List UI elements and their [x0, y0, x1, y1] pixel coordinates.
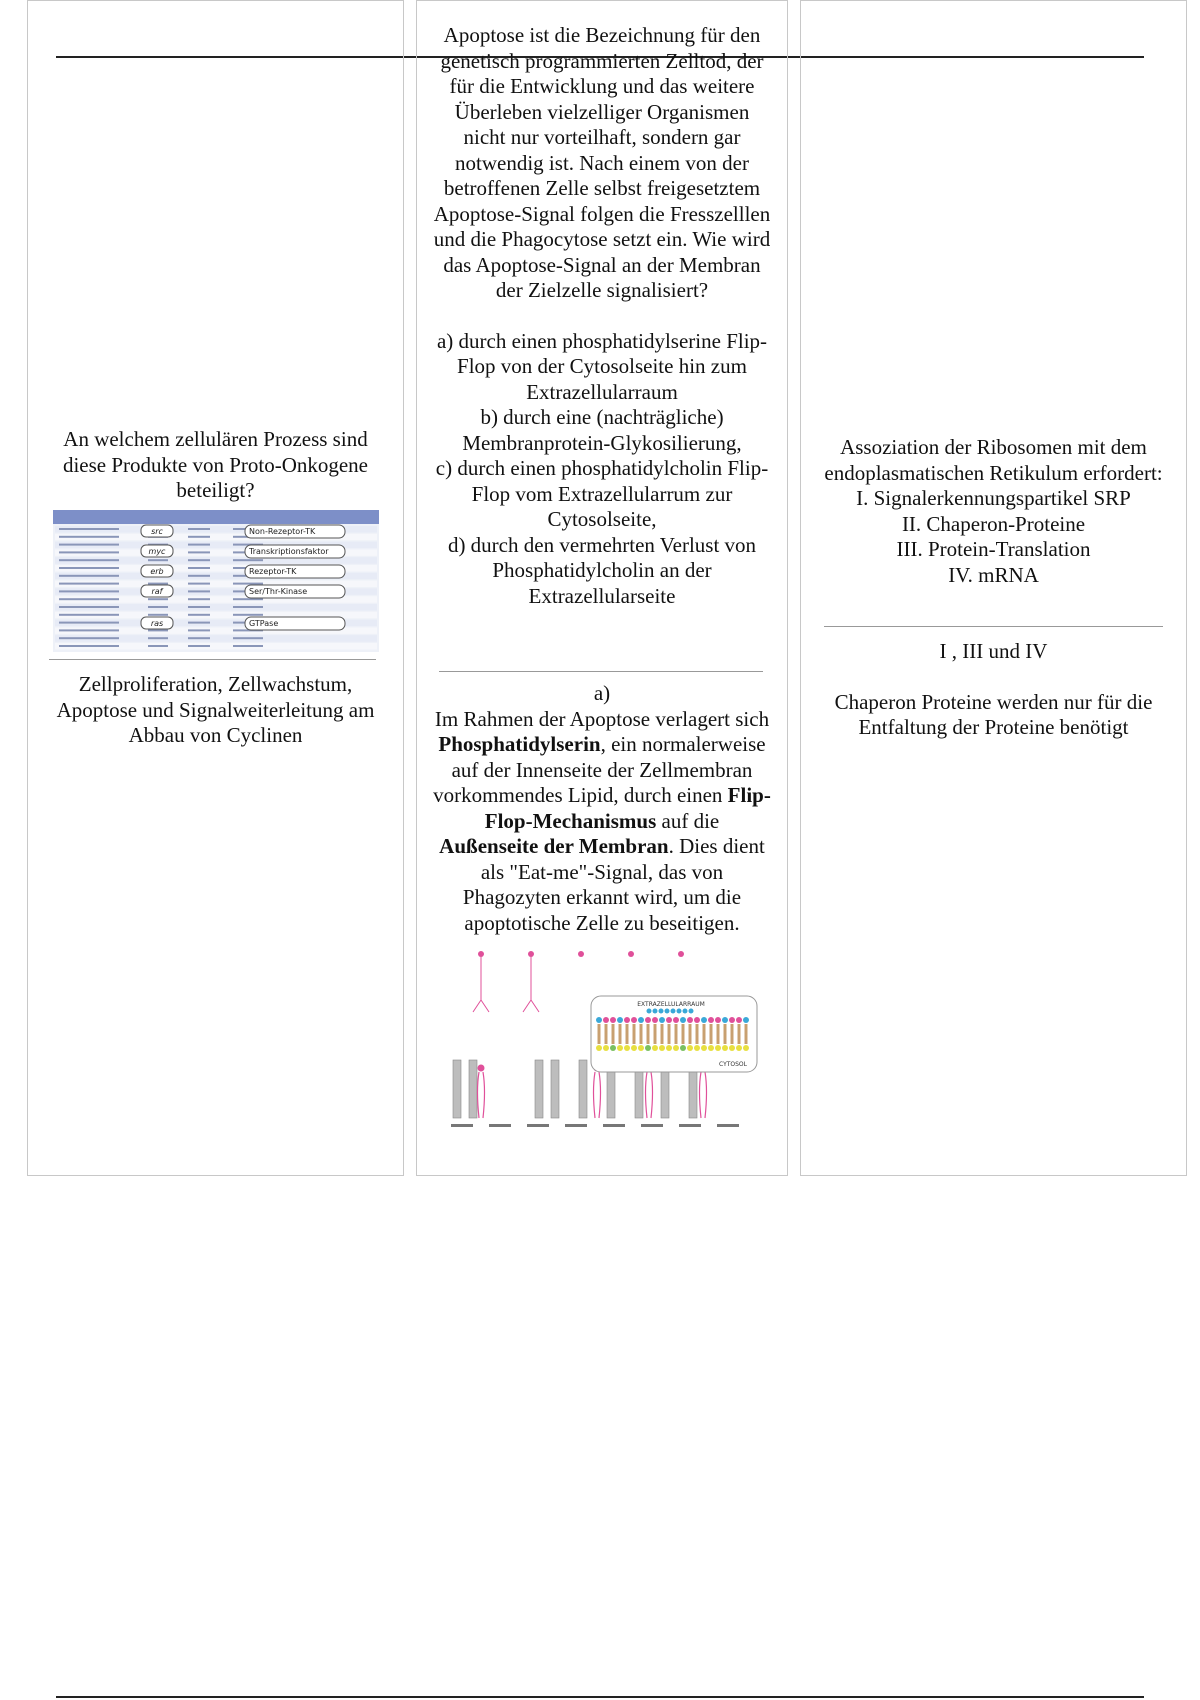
flashcard-apoptose [416, 0, 788, 1176]
oncogene-function [245, 525, 345, 538]
card-back [821, 639, 1166, 741]
answer-text: I , III und IV [939, 639, 1048, 663]
oncogene-label [141, 585, 173, 597]
card-divider [824, 626, 1163, 627]
card-back [46, 672, 385, 749]
flashcard-oncogenes [27, 0, 404, 1176]
oncogene-label [141, 617, 173, 629]
oncogene-label [141, 545, 173, 557]
bottom-rule [56, 1696, 1144, 1698]
svg-text:Non-Rezeptor-TK: Non-Rezeptor-TK [248, 526, 315, 536]
item-1: I. Signalerkennungspartikel SRP [856, 486, 1131, 510]
card-back [433, 681, 771, 1136]
option-c: c) durch einen phosphatidylcholin Flip-Flop vom Extrazellularrum zur Cytosolseite, [435, 456, 769, 531]
item-2: II. Chaperon-Proteine [901, 511, 1086, 536]
answer-explanation: Im Rahmen der Apoptose verlagert sich Phosphatidylserin, ein normalerweise auf der Innenseite der Zellmembran vorkommendes Lipid, durch einen Flip-Flop-Mechanismus auf die Außenseite der Membran. Dies dient als "Eat-me"-Signal, das von Phagozyten erkannt wird, um die apoptotische Zelle zu beseitigen. [433, 706, 771, 935]
card-front [46, 427, 385, 652]
svg-text:ras: ras [150, 618, 163, 628]
card-front [821, 435, 1166, 588]
card-divider [439, 671, 763, 672]
item-3: III. Protein-Translation [896, 537, 1091, 561]
svg-text:raf: raf [150, 586, 163, 596]
card-divider [49, 659, 376, 660]
cytosol-label: CYTOSOL [718, 1061, 748, 1068]
phospholipid-figure [439, 940, 765, 1136]
svg-text:src: src [150, 526, 163, 536]
card-front [433, 23, 771, 609]
question-text: Apoptose ist die Bezeichnung für den genetisch programmierten Zelltod, der für die Entwicklung und das weitere Überleben vielzelliger Organismen nicht nur vorteilhaft, sondern gar notwendig ist. Nach einem von der betroffenen Zelle selbst freigesetztem Apoptose-Signal folgen die Fresszelllen und die Phagocytose setzt ein. Wie wird das Apoptose-Signal an der Membran der Zielzelle signalisiert? [433, 23, 771, 302]
explanation-text: Chaperon Proteine werden nur für die Entfaltung der Proteine benötigt [834, 689, 1153, 739]
svg-text:Rezeptor-TK: Rezeptor-TK [248, 566, 296, 576]
svg-text:Ser/Thr-Kinase: Ser/Thr-Kinase [248, 586, 307, 596]
option-a: a) durch einen phosphatidylserine Flip-Flop von der Cytosolseite hin zum Extrazellularraum [436, 328, 768, 404]
oncogene-function [245, 617, 345, 630]
svg-text:GTPase: GTPase [248, 618, 278, 628]
svg-text:myc: myc [148, 546, 165, 556]
oncogene-label [141, 565, 173, 577]
item-4: IV. mRNA [948, 562, 1039, 587]
oncogene-table-image [53, 510, 379, 652]
option-b: b) durch eine (nachträgliche) Membranprotein-Glykosilierung, [462, 405, 742, 455]
oncogene-function [245, 545, 345, 558]
answer-letter: a) [593, 681, 611, 705]
svg-text:Transkriptionsfaktor: Transkriptionsfaktor [248, 546, 329, 556]
oncogene-label [141, 525, 173, 537]
oncogene-function [245, 585, 345, 598]
question-text: Assoziation der Ribosomen mit dem endoplasmatischen Retikulum erfordert: [824, 435, 1163, 485]
question-text: An welchem zellulären Prozess sind diese Produkte von Proto-Onkogene beteiligt? [62, 427, 369, 502]
answer-text: Zellproliferation, Zellwachstum, Apoptose und Signalweiterleitung am Abbau von Cyclinen [56, 672, 375, 747]
option-d: d) durch den vermehrten Verlust von Phosphatidylcholin an der Extrazellularseite [447, 532, 757, 608]
oncogene-function [245, 565, 345, 578]
extracellular-label: EXTRAZELLULARRAUM [637, 1001, 705, 1008]
flashcard-ribosomen [800, 0, 1187, 1176]
svg-text:erb: erb [149, 566, 164, 576]
